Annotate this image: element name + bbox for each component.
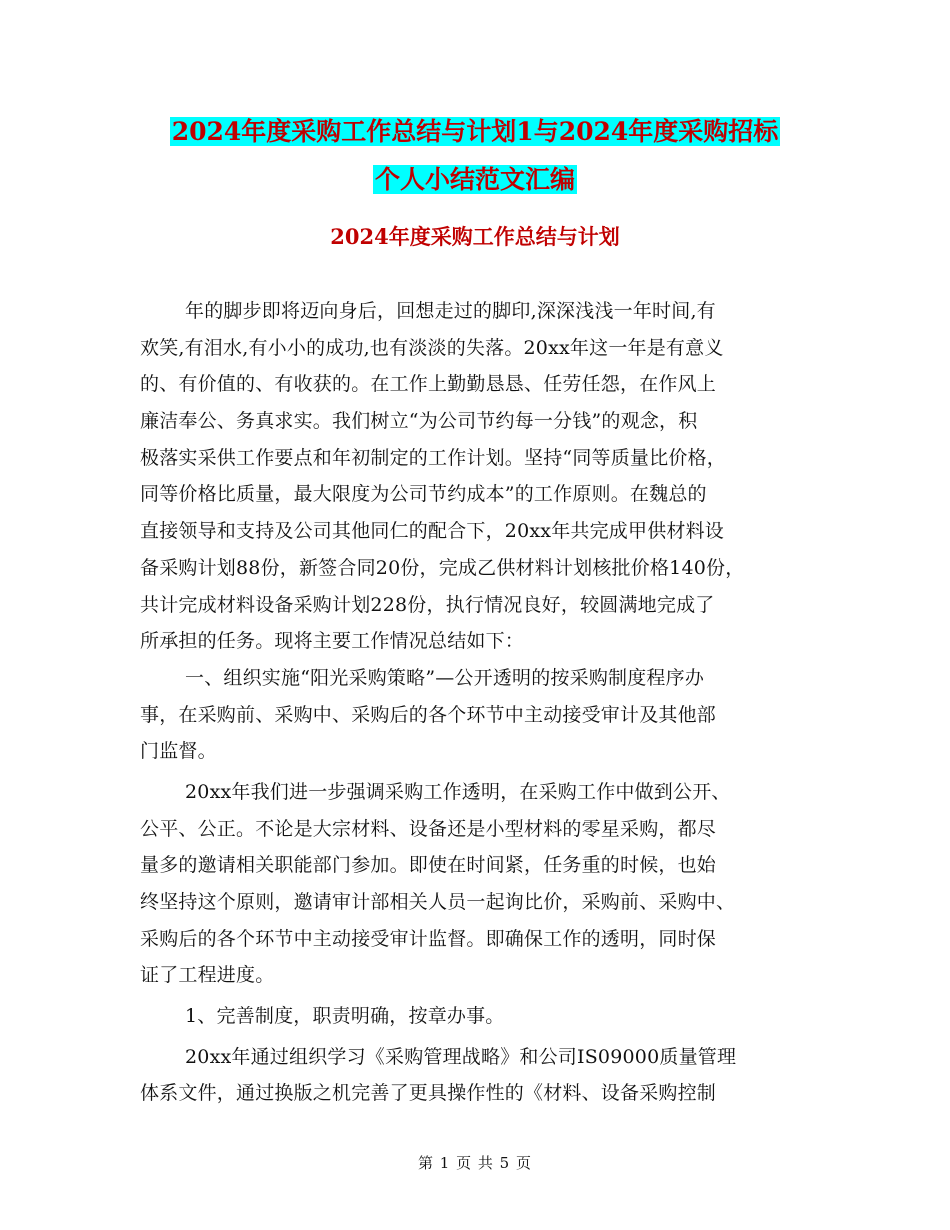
page-footer: 第 1 页 共 5 页 bbox=[418, 1154, 532, 1172]
title-line-2: 个人小结范文汇编 bbox=[374, 165, 575, 194]
text-line: 同等价格比质量，最大限度为公司节约成本”的工作原则。在魏总的 bbox=[140, 483, 707, 506]
text-line: 欢笑,有泪水,有小小的成功,也有淡淡的失落。20xx年这一年是有意义 bbox=[140, 336, 724, 359]
text-line: 一、组织实施“阳光采购策略”—公开透明的按采购制度程序办 bbox=[185, 666, 705, 689]
text-line: 直接领导和支持及公司其他同仁的配合下，20xx年共完成甲供材料设 bbox=[140, 520, 725, 543]
text-line: 体系文件，通过换版之机完善了更具操作性的《材料、设备采购控制 bbox=[140, 1082, 717, 1105]
text-line: 20xx年我们进一步强调采购工作透明，在采购工作中做到公开、 bbox=[185, 780, 731, 803]
text-line: 事，在采购前、采购中、采购后的各个环节中主动接受审计及其他部 bbox=[140, 703, 717, 726]
text-line: 量多的邀请相关职能部门参加。即使在时间紧，任务重的时候，也始 bbox=[140, 854, 717, 877]
text-line: 终坚持这个原则，邀请审计部相关人员一起询比价，采购前、采购中、 bbox=[140, 891, 736, 913]
title-line-1: 2024年度采购工作总结与计划1与2024年度采购招标 bbox=[171, 117, 779, 146]
text-line: 采购后的各个环节中主动接受审计监督。即确保工作的透明，同时保 bbox=[140, 927, 717, 950]
section-heading: 2024年度采购工作总结与计划 bbox=[330, 224, 620, 249]
text-line: 所承担的任务。现将主要工作情况总结如下： bbox=[140, 630, 525, 653]
text-line: 证了工程进度。 bbox=[140, 964, 275, 987]
document-title bbox=[0, 108, 950, 204]
text-line: 20xx年通过组织学习《采购管理战略》和公司IS09000质量管理 bbox=[185, 1045, 737, 1068]
text-line: 备采购计划88份，新签合同20份，完成乙供材料计划核批价格140份， bbox=[140, 556, 745, 579]
text-line: 1、完善制度，职责明确，按章办事。 bbox=[185, 1005, 505, 1028]
text-line: 年的脚步即将迈向身后，回想走过的脚印,深深浅浅一年时间,有 bbox=[185, 300, 716, 322]
text-line: 公平、公正。不论是大宗材料、设备还是小型材料的零星采购，都尽 bbox=[140, 817, 717, 840]
text-line: 门监督。 bbox=[140, 740, 217, 763]
text-line: 共计完成材料设备采购计划228份，执行情况良好，较圆满地完成了 bbox=[140, 593, 715, 616]
text-line: 的、有价值的、有收获的。在工作上勤勤恳恳、任劳任怨，在作风上 bbox=[140, 373, 717, 396]
text-line: 极落实采供工作要点和年初制定的工作计划。坚持“同等质量比价格， bbox=[140, 446, 726, 469]
body-text bbox=[140, 293, 825, 1112]
text-line: 廉洁奉公、务真求实。我们树立“为公司节约每一分钱”的观念，积 bbox=[140, 410, 698, 433]
